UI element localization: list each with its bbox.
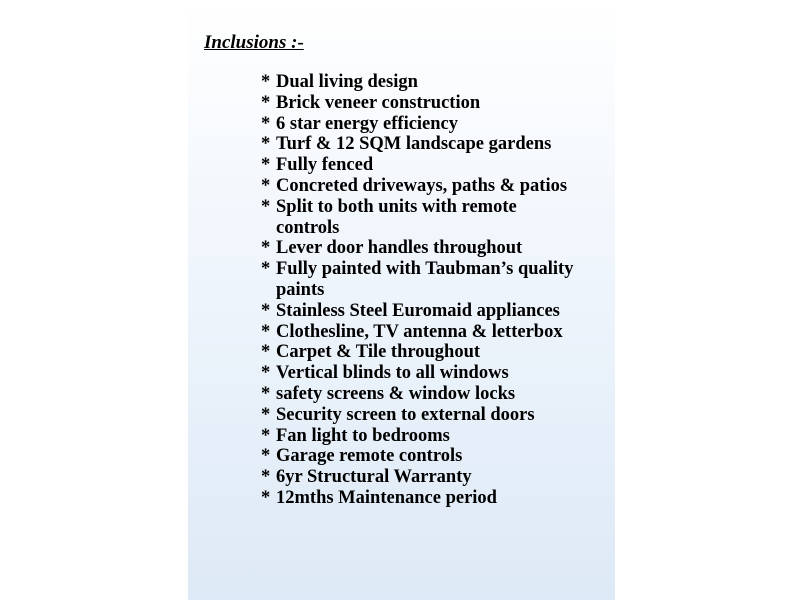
bullet-star: *: [261, 363, 271, 384]
inclusion-item-line: Security screen to external doors: [276, 404, 535, 425]
bullet-star: *: [261, 196, 271, 217]
inclusion-item-line: Fan light to bedrooms: [276, 425, 450, 446]
bullet-star: *: [261, 321, 271, 342]
inclusion-item-text: [276, 155, 373, 176]
inclusion-item-line: 6yr Structural Warranty: [276, 467, 472, 488]
bullet-star: *: [261, 446, 271, 467]
bullet-star: *: [261, 72, 271, 92]
bullet-star: *: [261, 404, 271, 425]
inclusion-item: [261, 93, 573, 114]
inclusion-item-line: Brick veneer construction: [276, 92, 481, 113]
inclusion-item-line: Fully fenced: [276, 155, 374, 176]
inclusion-item: [261, 134, 573, 155]
inclusion-item-line: Concreted driveways, paths & patios: [276, 175, 568, 196]
bullet-star: *: [261, 425, 271, 446]
inclusion-item: [261, 426, 573, 447]
inclusion-item-line: Split to both units with remote: [276, 196, 517, 217]
inclusion-item-line: Dual living design: [276, 72, 418, 92]
inclusion-item: [261, 488, 573, 509]
bullet-star: *: [261, 175, 271, 196]
bullet-star: *: [261, 155, 271, 176]
inclusion-item: [261, 114, 573, 135]
inclusion-item-text: [276, 426, 450, 447]
inclusion-item-text: [276, 446, 462, 467]
inclusion-item: [261, 72, 573, 93]
inclusion-item-text: [276, 93, 480, 114]
bullet-star: *: [261, 300, 271, 321]
bullet-star: *: [261, 487, 271, 508]
inclusion-item-text: [276, 405, 535, 426]
inclusion-item-text: [276, 176, 567, 197]
inclusions-list: [261, 72, 573, 509]
inclusion-item: [261, 342, 573, 363]
inclusion-item-text: [276, 301, 560, 322]
inclusion-item: [261, 176, 573, 197]
inclusion-item-text: [276, 488, 497, 509]
inclusion-item: [261, 446, 573, 467]
inclusion-item-line: Lever door handles throughout: [276, 238, 523, 259]
inclusion-item-line: Vertical blinds to all windows: [276, 363, 509, 384]
inclusion-item-text: [276, 342, 480, 363]
bullet-star: *: [261, 113, 271, 134]
inclusion-item-text: [276, 322, 563, 343]
inclusions-heading: Inclusions :-: [204, 32, 304, 53]
bullet-star: *: [261, 342, 271, 363]
inclusion-item: [261, 384, 573, 405]
inclusion-item-text: [276, 197, 517, 239]
inclusion-item: [261, 197, 573, 239]
bullet-star: *: [261, 467, 271, 488]
bullet-star: *: [261, 259, 271, 280]
bullet-star: *: [261, 134, 271, 155]
inclusion-item-line: Garage remote controls: [276, 446, 463, 467]
inclusion-item-text: [276, 72, 418, 93]
inclusion-item: [261, 363, 573, 384]
inclusion-item-line: Fully painted with Taubman’s quality: [276, 259, 574, 280]
inclusion-item-line: Stainless Steel Euromaid appliances: [276, 300, 560, 321]
inclusion-item-line: Turf & 12 SQM landscape gardens: [276, 134, 552, 155]
inclusion-item: [261, 322, 573, 343]
bullet-star: *: [261, 383, 271, 404]
inclusion-item-line: Clothesline, TV antenna & letterbox: [276, 321, 563, 342]
inclusion-item: [261, 301, 573, 322]
inclusion-item-line: Carpet & Tile throughout: [276, 342, 481, 363]
inclusion-item-line: 12mths Maintenance period: [276, 487, 497, 508]
inclusion-item-text: [276, 238, 522, 259]
inclusion-item: [261, 405, 573, 426]
bullet-star: *: [261, 238, 271, 259]
inclusion-item-text: [276, 114, 458, 135]
inclusion-item-line: controls: [276, 217, 340, 238]
inclusion-item-line: 6 star energy efficiency: [276, 113, 459, 134]
inclusion-item-text: [276, 384, 515, 405]
inclusion-item-text: [276, 259, 573, 301]
inclusion-item-text: [276, 363, 509, 384]
inclusion-item: [261, 467, 573, 488]
inclusion-item: [261, 259, 573, 301]
inclusion-item: [261, 155, 573, 176]
inclusion-item: [261, 238, 573, 259]
inclusion-item-line: paints: [276, 279, 325, 300]
bullet-star: *: [261, 92, 271, 113]
inclusion-item-text: [276, 134, 551, 155]
inclusion-item-text: [276, 467, 472, 488]
inclusion-item-line: safety screens & window locks: [276, 383, 516, 404]
